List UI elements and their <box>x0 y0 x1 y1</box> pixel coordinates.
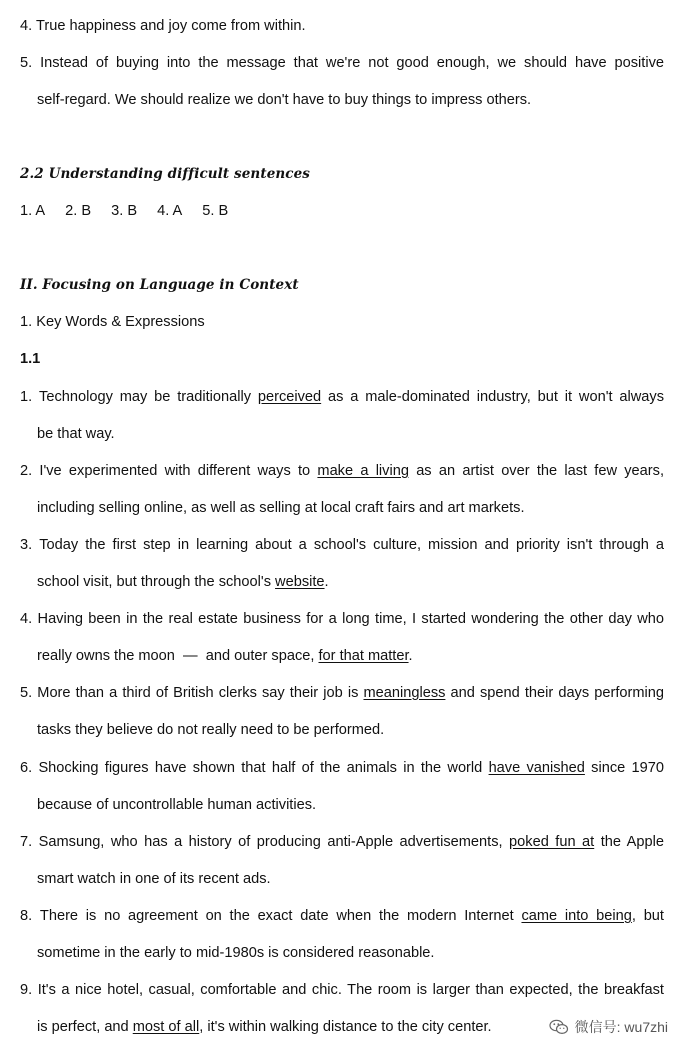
exercise-item-4-cont: really owns the moon — and outer space, for that matter. <box>37 648 413 664</box>
exercise-item-1-cont: be that way. <box>37 426 115 442</box>
exercise-item-6-cont: because of uncontrollable human activities. <box>37 797 317 813</box>
answer-item: 1. A <box>20 203 46 219</box>
exercise-item-3: 3. Today the first step in learning about a school's culture, mission and priority isn't through a <box>20 537 664 553</box>
key-expression: website <box>275 574 325 590</box>
exercise-item-2-cont: including selling online, as well as selling at local craft fairs and art markets. <box>37 500 525 516</box>
watermark <box>549 1016 668 1038</box>
key-expression: came into being <box>521 908 632 924</box>
section-heading-2-2: 2.2 Understanding difficult sentences <box>20 166 311 182</box>
exercise-item-5-cont: tasks they believe do not really need to be performed. <box>37 722 385 738</box>
exercise-item-3-cont: school visit, but through the school's website. <box>37 574 329 590</box>
exercise-item-9-cont: is perfect, and most of all, it's within walking distance to the city center. <box>37 1019 492 1035</box>
exercise-item-4: 4. Having been in the real estate business for a long time, I started wondering the other day who <box>20 611 664 627</box>
answer-item: 2. B <box>65 203 92 219</box>
wechat-icon <box>549 1019 569 1035</box>
key-expression: make a living <box>317 463 409 479</box>
subsection-title: 1. Key Words & Expressions <box>20 314 205 330</box>
intro-item-4: 4. True happiness and joy come from within. <box>20 18 306 34</box>
exercise-item-6: 6. Shocking figures have shown that half of the animals in the world have vanished since 1970 <box>20 760 664 776</box>
exercise-label: 1.1 <box>20 351 41 367</box>
key-expression: perceived <box>257 389 322 405</box>
answer-item: 5. B <box>202 203 229 219</box>
key-expression: poked fun at <box>509 834 595 850</box>
exercise-item-2: 2. I've experimented with different ways to make a living as an artist over the last few years, <box>20 463 664 479</box>
watermark-text: 微信号: wu7zhi <box>574 1019 668 1035</box>
exercise-item-7: 7. Samsung, who has a history of producing anti-Apple advertisements, poked fun at the Apple <box>20 834 664 850</box>
exercise-item-8: 8. There is no agreement on the exact date when the modern Internet came into being, but <box>20 908 664 924</box>
exercise-item-1: 1. Technology may be traditionally perceived as a male-dominated industry, but it won't always <box>20 389 664 405</box>
exercise-item-5: 5. More than a third of British clerks say their job is meaningless and spend their days performing <box>20 685 665 701</box>
intro-item-5-cont: self-regard. We should realize we don't have to buy things to impress others. <box>37 92 532 108</box>
key-expression: for that matter <box>318 648 409 664</box>
answer-item: 4. A <box>157 203 183 219</box>
key-expression: meaningless <box>363 685 446 701</box>
exercise-item-8-cont: sometime in the early to mid-1980s is considered reasonable. <box>37 945 435 961</box>
exercise-item-9: 9. It's a nice hotel, casual, comfortable and chic. The room is larger than expected, the breakfast <box>20 982 664 998</box>
section-heading-II: II. Focusing on Language in Context <box>20 277 299 293</box>
key-expression: most of all <box>132 1019 200 1035</box>
key-expression: have vanished <box>488 760 585 776</box>
exercise-item-7-cont: smart watch in one of its recent ads. <box>37 871 271 887</box>
answer-list <box>20 201 664 221</box>
intro-item-5: 5. Instead of buying into the message that we're not good enough, we should have positive <box>20 55 664 71</box>
answer-item: 3. B <box>111 203 138 219</box>
